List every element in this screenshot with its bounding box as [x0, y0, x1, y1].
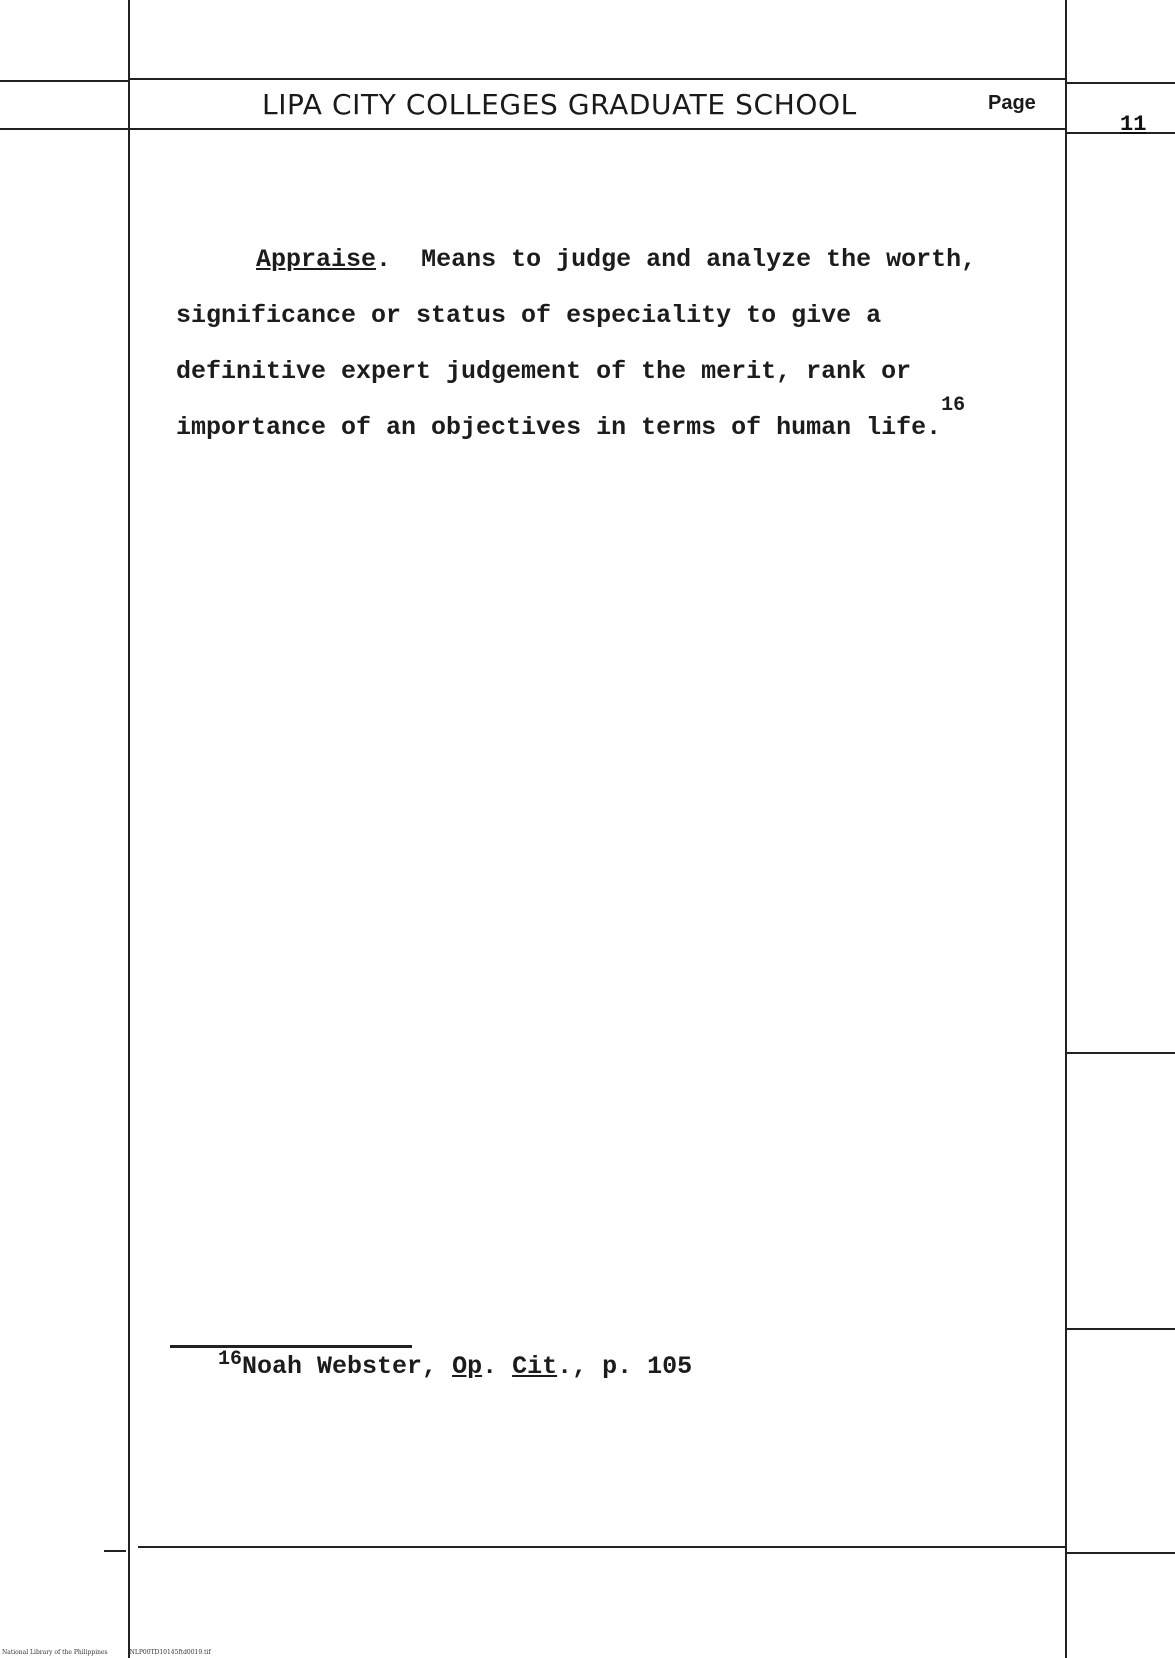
institution-header: LIPA CITY COLLEGES GRADUATE SCHOOL [262, 88, 857, 121]
footnote: $^{16}$Noah Webster, Op. Cit., p. 105 [218, 1348, 693, 1381]
right-lower-rule [1066, 1328, 1175, 1330]
footnote-reference: 16 [941, 394, 966, 417]
top-rule [130, 78, 1066, 80]
footnote-separator [170, 1345, 412, 1348]
bottom-right-rule [1066, 1552, 1175, 1554]
bottom-rule [138, 1546, 1066, 1548]
right-margin-line [1065, 0, 1067, 1658]
page-label: Page [988, 92, 1036, 114]
definition-line: definitive expert judgement of the merit, rank or [176, 357, 912, 386]
definition-line: importance of an objectives in terms of human life.$^{16}$ [176, 394, 966, 442]
definition-line: significance or status of especiality to give a [176, 301, 882, 330]
header-underline [0, 128, 1066, 130]
footnote-number: 16 [218, 1348, 243, 1371]
page-number: 11 [1120, 112, 1147, 137]
bottom-left-tick [104, 1550, 126, 1552]
left-margin-line [128, 0, 130, 1658]
right-mid-rule [1066, 1052, 1175, 1054]
top-left-rule [0, 80, 130, 82]
definition-paragraph [176, 232, 1036, 456]
scan-caption: National Library of the Philippines NLP00TD10145ftd0019.tif [2, 1649, 211, 1656]
definition-line: Appraise. Means to judge and analyze the worth, [256, 245, 977, 274]
top-right-rule [1066, 82, 1175, 84]
defined-term: Appraise [256, 245, 377, 274]
